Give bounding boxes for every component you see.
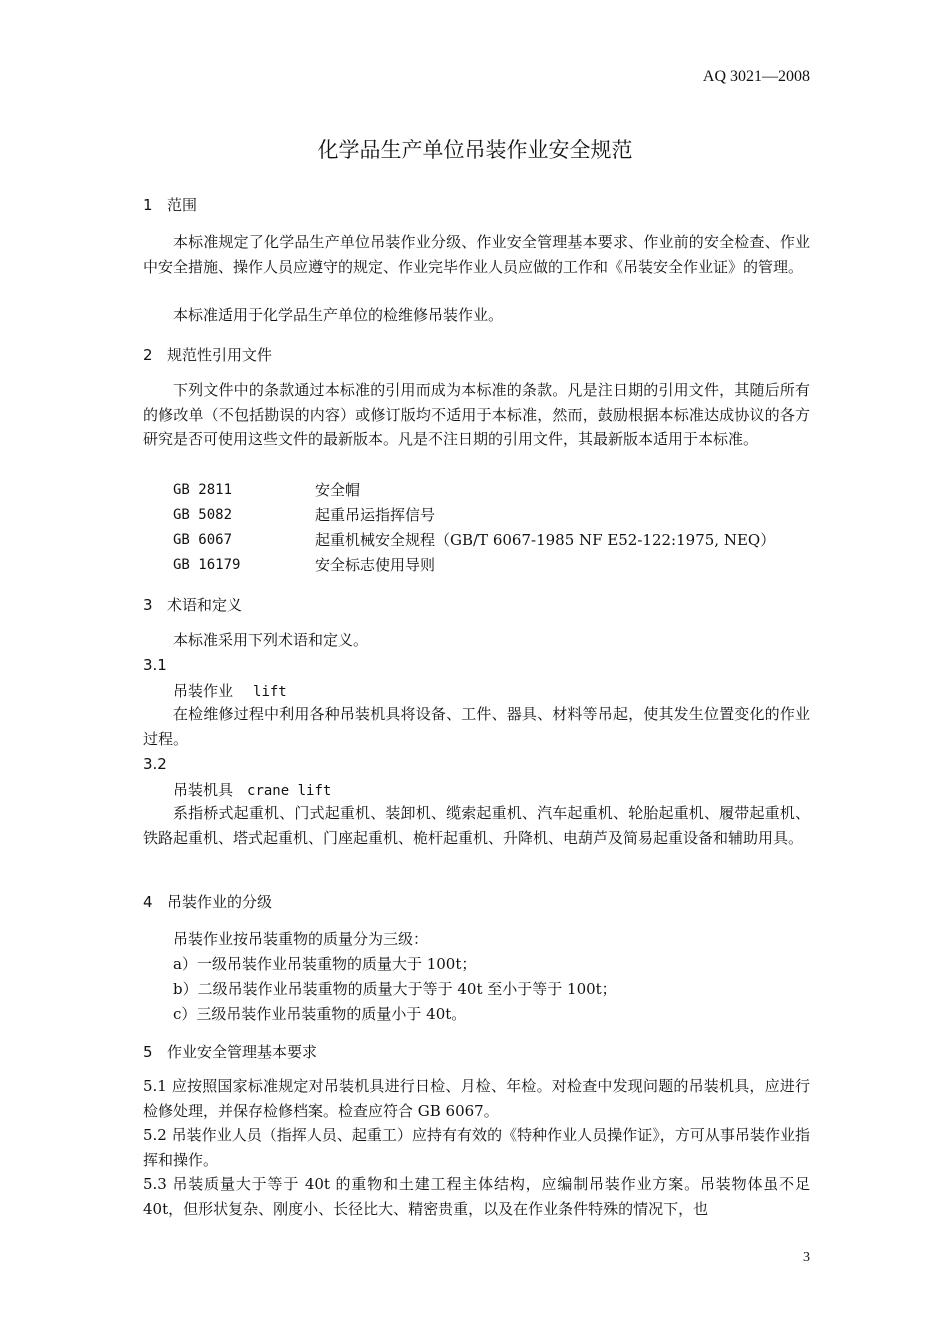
term-number: 3.1 (143, 656, 167, 674)
section-title: 规范性引用文件 (167, 346, 273, 364)
reference-code: GB 5082 (173, 507, 233, 523)
standard-code: AQ 3021—2008 (702, 68, 810, 85)
section-number: 1 (143, 196, 153, 214)
section-5-heading (143, 1041, 317, 1062)
list-item: a）一级吊装作业吊装重物的质量大于 100t； (173, 955, 477, 973)
reference-title: 起重吊运指挥信号 (315, 506, 436, 524)
clause-5-3: 5.3 吊装质量大于等于 40t 的重物和土建工程主体结构，应编制吊装作业方案。吊装物体虽不足 40t，但形状复杂、刚度小、长径比大、精密贵重，以及在作业条件特殊的情况下，也 (143, 1175, 810, 1218)
section-4-intro: 吊装作业按吊装重物的质量分为三级： (173, 930, 429, 948)
section-title: 作业安全管理基本要求 (167, 1043, 318, 1061)
section-1-paragraph-2: 本标准适用于化学品生产单位的检维修吊装作业。 (173, 306, 504, 324)
page-number: 3 (803, 1250, 810, 1265)
section-number: 4 (143, 893, 153, 911)
section-3-heading (143, 594, 242, 615)
term-english: lift (253, 684, 287, 700)
section-title: 范围 (167, 196, 198, 214)
term-name: 吊装作业 (173, 682, 234, 700)
section-2-paragraph: 下列文件中的条款通过本标准的引用而成为本标准的条款。凡是注日期的引用文件，其随后所有的修改单（不包括勘误的内容）或修订版均不适用于本标准，然而，鼓励根据本标准达成协议的各方研究是否可使用这些文件的最新版本。凡是不注日期的引用文件，其最新版本适用于本标准。 (143, 381, 810, 448)
term-definition: 系指桥式起重机、门式起重机、装卸机、缆索起重机、汽车起重机、轮胎起重机、履带起重机、铁路起重机、塔式起重机、门座起重机、桅杆起重机、升降机、电葫芦及简易起重设备和辅助用具。 (143, 804, 810, 847)
reference-code: GB 2811 (173, 482, 233, 498)
reference-title: 安全标志使用导则 (315, 556, 436, 574)
section-2-heading (143, 344, 272, 365)
section-1-paragraph-1: 本标准规定了化学品生产单位吊装作业分级、作业安全管理基本要求、作业前的安全检查、作业中安全措施、操作人员应遵守的规定、作业完毕作业人员应做的工作和《吊装安全作业证》的管理。 (143, 233, 810, 276)
reference-title: 起重机械安全规程（GB/T 6067-1985 NF E52-122:1975, NEQ） (315, 531, 776, 549)
term-definition: 在检维修过程中利用各种吊装机具将设备、工件、器具、材料等吊起，使其发生位置变化的作业过程。 (143, 705, 810, 748)
term-name: 吊装机具 (173, 781, 234, 799)
clause-5-2: 5.2 吊装作业人员（指挥人员、起重工）应持有有效的《特种作业人员操作证》，方可从事吊装作业指挥和操作。 (143, 1126, 810, 1169)
reference-code: GB 6067 (173, 532, 233, 548)
list-item: c）三级吊装作业吊装重物的质量小于 40t。 (173, 1005, 467, 1023)
list-item: b）二级吊装作业吊装重物的质量大于等于 40t 至小于等于 100t； (173, 980, 617, 998)
section-4-heading (143, 891, 272, 912)
reference-code: GB 16179 (173, 557, 241, 573)
section-number: 5 (143, 1043, 153, 1061)
section-number: 2 (143, 346, 153, 364)
clause-5-1: 5.1 应按照国家标准规定对吊装机具进行日检、月检、年检。对检查中发现问题的吊装机具，应进行检修处理，并保存检修档案。检查应符合 GB 6067。 (143, 1077, 810, 1120)
section-3-intro: 本标准采用下列术语和定义。 (173, 631, 369, 649)
term-heading (173, 779, 331, 800)
section-1-heading (143, 194, 197, 215)
section-title: 吊装作业的分级 (167, 893, 273, 911)
term-number: 3.2 (143, 755, 167, 773)
section-title: 术语和定义 (167, 596, 243, 614)
page-title: 化学品生产单位吊装作业安全规范 (317, 138, 633, 162)
section-number: 3 (143, 596, 153, 614)
term-english: crane lift (247, 783, 332, 799)
term-heading (173, 680, 287, 701)
reference-title: 安全帽 (315, 481, 361, 499)
